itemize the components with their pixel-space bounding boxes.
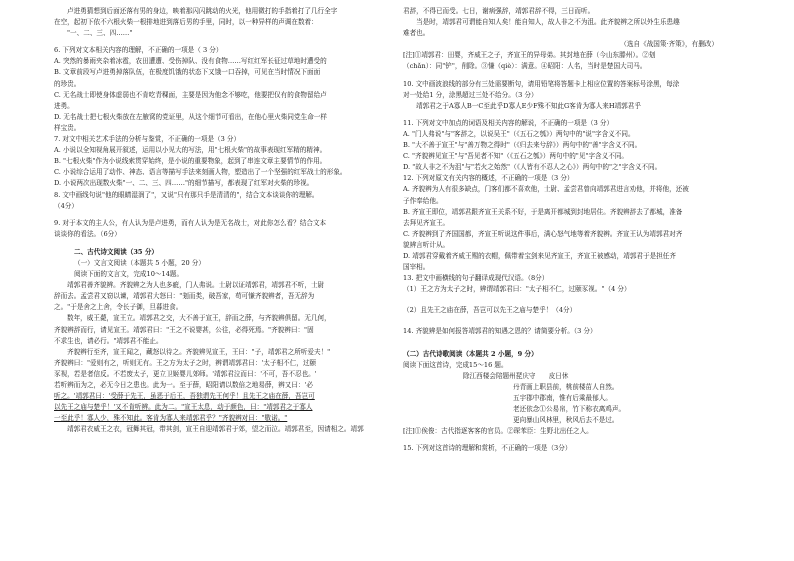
- subsection-heading: （二）古代诗歌阅读（本题共 2 小题，9 分）: [403, 349, 538, 358]
- passage-line: 不求生也，请必行。"靖郭君不能止。: [54, 336, 163, 345]
- poem-line: 更向暴山风林里，秋风后去不是过。: [513, 416, 619, 425]
- poem-line: 丹青画上职县前，桃前楼苗人自然。: [513, 382, 619, 391]
- passage-line: 难者也。: [403, 29, 430, 38]
- poem-line: 老还依念①公易帛，竹下称衣离鸡声。: [513, 405, 626, 413]
- question-8-score: （4分）: [54, 201, 78, 210]
- passage-line: 若听辨而为之，必无今日之患也。此为一。至于薛，昭阳请以数倍之地易薛，辨又曰：'必: [54, 381, 313, 389]
- poem-footnote: [注]①俟俊：古代指逐客客的官员。②琛苯臣：生野北出任之人。: [403, 427, 593, 436]
- option-6a: A. 突然的暴雨夹杂着冰雹，农田遭遭、受伤掉队、没有食物……写红红军长征过草地时遭受的: [54, 57, 327, 66]
- option-6c-cont: 进勇。: [54, 101, 74, 110]
- option-7d: D. 小说两次出现数火柴"一、二、三、四……"的细节描写，都表现了红军对火柴的珍视。: [54, 179, 314, 188]
- poem-title: 除江西楼会陪题州琵庆守 皮日休: [463, 371, 569, 380]
- option-11a: A. "门人弗说"与"客辞之，以说吴王"（《五石之瓠》）两句中的"说"字含义不同。: [403, 129, 635, 138]
- option-11c: C. "齐貌辨见宣王"与"吾见者不知"（《五石之瓠》）两句中的"见"字含义不同。: [403, 152, 629, 161]
- story-paragraph: "一、二、三、四……": [67, 29, 133, 38]
- option-6b-cont: 的珍贵。: [54, 79, 81, 88]
- poem-line: 五宇郡中郡南，惟有后乘最郁人。: [513, 393, 612, 402]
- passage-line: 靖郭君衣威王之衣，冠舞其冠，带其剑，宣王自迎靖郭君于郊，望之而泣。靖郭君至，因请相之。靖郭: [67, 425, 364, 434]
- option-11d: D. "故人非之不为沮"与"若火之始然"（《人皆有不忍人之心》）两句中的"之"字含义不同。: [403, 163, 662, 172]
- subsection-heading: （一）文言文阅读（本题共 5 小题，20 分）: [74, 258, 205, 267]
- passage-line: 靖郭君善齐貌辨。齐貌辨之为人也多疵，门人弗说。士尉以证靖郭君，靖郭君不听，士尉: [67, 281, 325, 290]
- question-12: 12. 下列对原文有关内容的概述，不正确的一项是（3 分）: [403, 174, 574, 183]
- passage-intro: 阅读下面的文言文，完成10～14题。: [74, 270, 184, 279]
- passage-line: 齐貌辨行至齐，宣王闻之，藏怒以待之。齐貌辨见宣王，王曰："子，靖郭君之所听爱夫！": [67, 347, 331, 356]
- passage-line-underlined: 一至此乎！寡人少，殊不知此。客肯为寡人来靖郭君乎？"齐貌辨对曰："敬诺。": [54, 414, 288, 423]
- passage-line-underlined: 听之。'靖郭君曰：'受薛于先王，虽恶于后王，吾独谓先王何乎！且先王之庙在薛，吾岂可: [54, 392, 315, 401]
- passage-line: 豕视，若是者信反。不若废太子，更立卫姬婴儿郊师。'靖郭君泣而曰：'不可，吾不忍也。': [54, 369, 317, 378]
- option-6d: D. 无名战士把七根火柴放在左腋窝的党证里，从这个细节可看出，在他心里火柴同党生命一样: [54, 112, 327, 121]
- footnote-cont: （chǎn）：同"铲"，削除。③慊（qiè）：满意。④昭阳：人名，当时是楚国大司马。: [403, 62, 647, 71]
- question-13-part2: （2）且先王之庙在薛，吾岂可以先王之庙与楚乎！（4分）: [403, 306, 577, 315]
- passage-line-underlined: 以先王之庙与楚乎！'又不肯听辨。此为二。"宣王太息，动于颜色，曰："靖郭君之于寡人: [54, 403, 313, 412]
- option-12c-cont: 貌辨言听计从。: [403, 240, 450, 249]
- question-10: 10. 文中画波浪线的部分有三处需要断句，请用铅笔将答题卡上相应位置的答案标号涂黑，每涂: [403, 79, 680, 88]
- option-6b: B. 文章前段写卢进勇掉落队伍，在极度饥饿的状态下又饿一口吞掉，可见在当时情况下面面: [54, 68, 321, 77]
- option-12a: A. 齐貌辨为人有很多缺点，门客们都不喜欢他，士尉、孟尝君曾向靖郭君进言劝他，并将他，还被: [403, 185, 689, 194]
- question-10-sentence: 靖郭君之于A寡人B一C至此乎D寡人E少F殊不知此G客肯为寡人来H靖郭君乎: [416, 101, 641, 110]
- story-paragraph: 在空，起初下依不六根火柴一根排地进到落后男的手里，同时，以一种异样的声调在数着：: [54, 18, 318, 27]
- passage-line: 当是时，靖郭君可谓能自知人矣！能自知人，故人非之不为沮。此齐貌辨之所以外生乐患趣: [416, 18, 680, 27]
- option-6c: C. 无名战士即使身体虚弱也不肯吃青稞面，主要是因为他念不够吃，他要把仅有的食物留给卢: [54, 90, 327, 99]
- option-7a: A. 小说以全知视角展开叙述，运用以小见大的写法，用"七根火柴"的故事表现红军精的精神。: [54, 146, 327, 155]
- section-heading: 二、古代诗文阅读（35 分）: [74, 247, 159, 256]
- option-11b: B. "大不善于宣王"与"善万物之得时"（《归去来兮辞》）两句中的"善"字含义不同。: [403, 141, 642, 150]
- left-column: [54, 6, 399, 435]
- story-paragraph: 卢进勇猜想到后面还落有男的身边，映着那闪闪跳动的火光，他用微打的手指着打了几行全字: [67, 7, 338, 15]
- question-13-part1: （1）王之方为太子之时，辨谓靖郭君曰："太子相不仁，过颐豕视。"（4 分）: [403, 285, 631, 294]
- poem-intro: 阅读下面这首诗，完成15～16 题。: [403, 360, 508, 369]
- passage-line: 数年，威王薨，宣王立。靖郭君之交，大不善于宣王，辞而之薛，与齐貌辨俱留。无几何，: [67, 314, 331, 323]
- right-column: [403, 6, 748, 454]
- option-7b: B. "七根火柴"作为小说线索贯穿始终，是小说的重要物象，起到了串连文章主要情节的作用。: [54, 157, 327, 166]
- option-12d-cont: 国宰相。: [403, 263, 430, 272]
- question-8: 8. 文中画线句说"他的眼睛湿润了"，又说"只有那只手是清清的"，结合文本谈谈你的理解。: [54, 190, 319, 199]
- question-10-cont: 对一处给1 分，涂黑超过三处不给分。（3 分）: [403, 90, 538, 99]
- passage-line: 君辞，不得已而受。七日，谢病强辞，靖郭君辞不得，三日而听。: [403, 7, 595, 15]
- option-12d: D. 靖郭君穿戴着齐威王赐的衣帽，佩带着宝剑来见齐宣王，齐宣王被感动，靖郭君于是担任齐: [403, 251, 676, 260]
- footnote: [注]①靖郭君：田婴，齐威王之子，齐宣王的异母弟。其封地在薛（今山东滕州）。②刬: [403, 51, 656, 60]
- option-12c: C. 齐貌辨到了齐国国都，齐宣王听说这件事后，满心怒气地等着齐貌辨。齐宣王认为靖郭君对齐: [403, 229, 683, 238]
- option-7c: C. 小说综合运用了动作、神态、语言等描写手法来刻画人物，塑造出了一个坚强的红军战士的形象。: [54, 168, 347, 177]
- passage-line: 辞而去。孟尝君又窃以谏，靖郭君大怒曰："刬而类，破吾家，苟可慊齐貌辨者，吾无辞为: [54, 292, 315, 301]
- passage-line: 之。"于是舍之上舍，令长子御，旦暮进食。: [54, 303, 183, 312]
- question-14: 14. 齐貌辨是如何报答靖郭君的知遇之恩的？请简要分析。（3 分）: [403, 327, 597, 336]
- passage-line: 齐貌辨曰："爱则有之，听则无有。王之方为太子之时，辨谓靖郭君曰：'太子相不仁，过颐: [54, 358, 316, 367]
- option-12b: B. 齐宣王即位，靖郭君跟齐宣王关系不好，于是离开都城到封地居住。齐貌辨辞去了都城，准备: [403, 207, 683, 216]
- question-9-cont: 谈谈你的看法。（6分）: [54, 229, 121, 238]
- option-12b-cont: 去拜见齐宣王。: [403, 218, 450, 227]
- question-11: 11. 下列对文中加点的词语及相关内容的解说，不正确的一项是（3 分）: [403, 118, 614, 127]
- question-9: 9. 对于本文的主人公，有人认为是卢进勇，而有人认为是无名战士，对此你怎么看？结合文本: [54, 218, 327, 227]
- question-13: 13. 把文中画横线的句子翻译成现代汉语。（8分）: [403, 274, 549, 283]
- question-6: 6. 下列对文本相关内容的理解，不正确的一项是（ 3 分）: [54, 46, 223, 55]
- question-15: 15. 下列对这首诗的理解和赏析，不正确的一项是（3分）: [403, 444, 572, 453]
- passage-source: （选自《战国策·齐策》，有删改）: [620, 40, 718, 49]
- option-12a-cont: 子作奉给他。: [403, 196, 443, 205]
- option-6d-cont: 样宝贵。: [54, 123, 81, 132]
- question-7: 7. 对文中相关艺术手法的分析与鉴赏，不正确的一项是（3 分）: [54, 135, 241, 144]
- passage-line: 齐貌辨辞而行，请见宣王。靖郭君曰："王之不说婴甚，公往，必得死焉。"齐貌辨曰："固: [54, 325, 314, 334]
